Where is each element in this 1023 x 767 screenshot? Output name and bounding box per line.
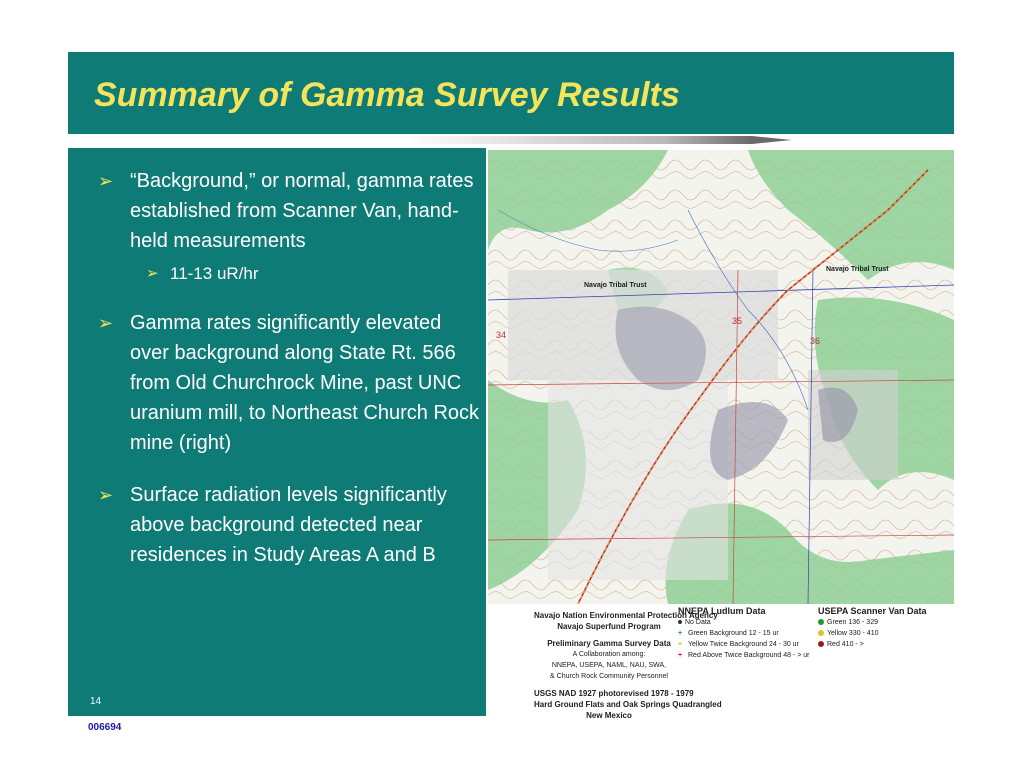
bullet-text: Gamma rates significantly elevated over background along State Rt. 566 from Old Churchrock Mine, past UNC uranium mill, to Northeast Church Rock mine (right) [130,312,480,454]
arrow-bullet-icon: ➢ [98,171,114,191]
legend-agency-line: Navajo Nation Environmental Protection Agency [534,611,718,620]
map-section-35: 35 [732,316,743,326]
map-section-36: 36 [810,336,821,346]
bullet-item [88,308,483,458]
legend-usepa-item: Red 410 - > [818,639,927,650]
slide [68,52,954,720]
legend-nnepa-item: + Green Background 12 - 15 ur [678,630,779,637]
bullet-text: “Background,” or normal, gamma rates established from Scanner Van, hand-held measurements [130,170,474,252]
map-label-trust-left: Navajo Tribal Trust [584,282,647,289]
arrow-bullet-icon: ➢ [98,485,114,505]
legend-nnepa [678,606,809,661]
legend-source-line: USGS NAD 1927 photorevised 1978 - 1979 [534,689,694,698]
arrow-bullet-icon: ➢ [98,313,114,333]
legend-usepa [818,606,927,650]
topographic-map [488,150,954,720]
title-rule-dash [68,136,94,144]
legend-source-line: New Mexico [586,711,632,720]
red-dot-icon [818,641,824,647]
green-dot-icon [818,619,824,625]
bullet-panel [68,148,486,716]
title-rule-dash [108,136,146,144]
slide-title: Summary of Gamma Survey Results [94,76,680,114]
legend-nnepa-item: + Yellow Twice Background 24 - 30 ur [678,641,799,648]
legend-usepa-item: Green 136 - 329 [818,617,927,628]
legend-survey-line: Preliminary Gamma Survey Data [547,639,671,648]
red-plus-icon: + [678,652,683,659]
legend-agency-line: Navajo Superfund Program [557,622,661,631]
page-number: 14 [90,696,102,707]
no-data-marker-icon [678,620,682,624]
yellow-plus-icon: + [678,641,683,648]
map-label-trust-right: Navajo Tribal Trust [826,266,889,273]
title-bar [68,52,954,134]
title-rule-point [752,136,792,144]
legend-nnepa-item: + Red Above Twice Background 48 - > ur [678,652,810,659]
bates-number: 006694 [88,722,122,733]
sub-bullet-item [130,262,483,286]
legend-survey-line: A Collaboration among: [572,651,646,658]
legend-usepa-item: Yellow 330 - 410 [818,628,927,639]
bullet-item [88,166,483,286]
map-legend [488,604,954,720]
bullet-text: Surface radiation levels significantly above background detected near residences in Study Areas A and B [130,484,447,566]
map-section-34: 34 [496,330,507,340]
yellow-dot-icon [818,630,824,636]
legend-source-line: Hard Ground Flats and Oak Springs Quadrangled [534,700,722,709]
legend-nnepa-item: No Data [678,617,809,628]
bullet-list [88,166,483,592]
legend-nnepa-title: NNEPA Ludlum Data [678,606,766,616]
map-image [488,150,954,604]
title-rule [172,136,752,144]
green-plus-icon: + [678,630,683,637]
sub-bullet-text: 11-13 uR/hr [170,264,259,283]
bullet-item [88,480,483,570]
legend-survey-line: & Church Rock Community Personnel [550,673,668,680]
legend-survey-line: NNEPA, USEPA, NAML, NAU, SWA, [551,662,667,669]
legend-usepa-title: USEPA Scanner Van Data [818,606,927,616]
arrow-bullet-icon: ➢ [146,265,159,282]
